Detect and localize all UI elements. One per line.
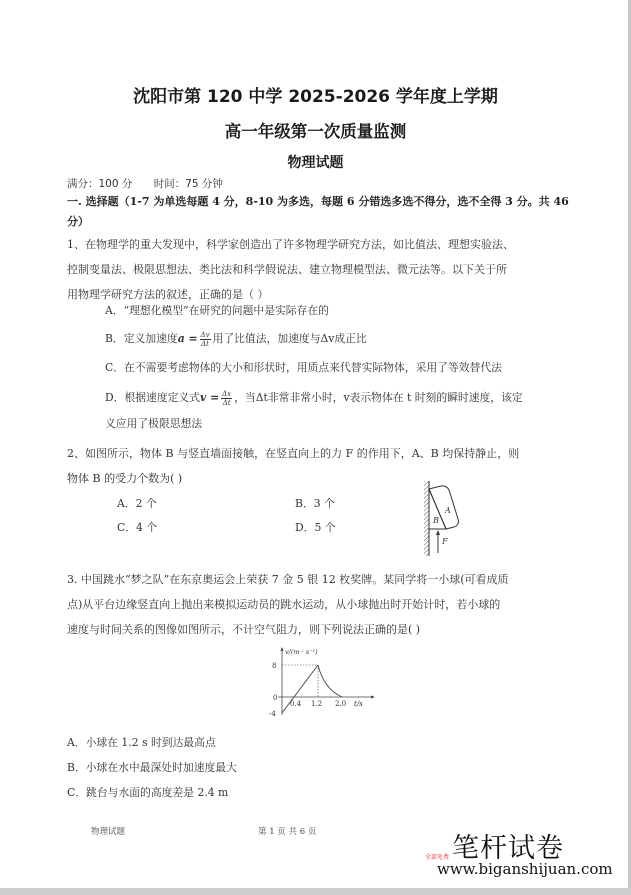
svg-text:A: A	[445, 506, 451, 515]
q1-stem	[67, 232, 582, 307]
q2-stem-line: 物体 B 的受力个数为( )	[67, 472, 183, 485]
velocity-formula: v =	[200, 391, 220, 404]
svg-text:-4: -4	[269, 710, 276, 717]
q1-option-c: C．在不需要考虑物体的大小和形状时，用质点来代替实际物体，采用了等效替代法	[105, 361, 502, 374]
q1-option-b-prefix: B．定义加速度	[105, 332, 178, 345]
q1-option-a: A．“理想化模型”在研究的问题中是实际存在的	[105, 304, 329, 317]
svg-text:0.4: 0.4	[290, 700, 302, 708]
fraction: $\frac{\Delta v}{\Delta t}$	[200, 330, 210, 348]
q1-option-d-prefix: D．根据速度定义式	[105, 391, 201, 404]
section-heading: 一. 选择题（1-7 为单选每题 4 分，8-10 为多选，每题 6 分错选多选不得分，选不全得 3 分。共 46 分）	[67, 195, 569, 228]
svg-text:v/(m · s⁻¹): v/(m · s⁻¹)	[285, 648, 318, 656]
svg-text:1.2: 1.2	[311, 700, 323, 708]
svg-text:B: B	[433, 516, 439, 525]
q1-stem-line: 用物理学研究方法的叙述，正确的是（ ）	[67, 288, 269, 301]
footer-subject: 物理试题	[91, 827, 126, 837]
exam-meta	[67, 176, 241, 191]
q2-option-a: A．2 个	[117, 497, 157, 510]
q2-stem-line: 2、如图所示，物体 B 与竖直墙面接触，在竖直向上的力 F 的作用下，A、B 均保持静止，则	[67, 447, 520, 460]
watermark-url: www.biganshijuan.com	[437, 860, 613, 878]
q1-option-b-suffix: 用了比值法，加速度与Δv成正比	[212, 332, 367, 345]
q1-option-d-suffix: ，当Δt非常非常小时，v表示物体在 t 时刻的瞬时速度，该定	[234, 391, 523, 404]
q1-stem-line: 1、在物理学的重大发现中，科学家创造出了许多物理学研究方法，如比值法、理想实验法、	[67, 238, 514, 251]
acceleration-formula: a =	[177, 332, 198, 345]
q2-stem	[67, 441, 582, 491]
q1-option-d	[105, 385, 575, 437]
exam-title: 高一年级第一次质量监测	[224, 122, 407, 141]
q1-stem-line: 控制变量法、极限思想法、类比法和科学假说法、建立物理模型法、微元法等。以下关于所	[67, 263, 507, 276]
svg-text:2.0: 2.0	[335, 700, 347, 708]
velocity-time-graph	[264, 645, 379, 717]
q3-stem	[67, 567, 582, 642]
full-score: 满分：100 分	[67, 178, 133, 190]
svg-text:t/s: t/s	[354, 700, 363, 708]
wall-diagram-svg	[420, 481, 480, 556]
watermark-brand: 笔杆试卷	[452, 833, 564, 864]
subject-title: 物理试题	[287, 155, 344, 171]
svg-text:0: 0	[273, 694, 278, 702]
q2-option-c: C．4 个	[117, 521, 158, 534]
q3-option-b: B．小球在水中最深处时加速度最大	[67, 761, 237, 774]
q3-stem-line: 3. 中国跳水“梦之队”在东京奥运会上荣获 7 金 5 银 12 枚奖牌。某同学将一小球(可看成质	[67, 573, 509, 586]
q1-option-d-line2: 义应用了极限思想法	[105, 417, 203, 430]
q3-option-a: A．小球在 1.2 s 时到达最高点	[67, 736, 216, 749]
svg-text:8: 8	[272, 662, 277, 670]
q2-option-d: D．5 个	[295, 521, 336, 534]
q3-stem-line: 速度与时间关系的图像如图所示，不计空气阻力，则下列说法正确的是( )	[67, 623, 421, 636]
footer-page-number: 第 1 页 共 6 页	[258, 827, 317, 837]
school-title: 沈阳市第 120 中学 2025-2026 学年度上学期	[133, 87, 498, 107]
exam-time: 时间：75 分钟	[153, 178, 223, 190]
fraction: $\frac{\Delta x}{\Delta t}$	[222, 389, 232, 407]
wall-block-diagram	[420, 481, 480, 556]
svg-text:F: F	[442, 537, 448, 546]
q3-stem-line: 点)从平台边缘竖直向上抛出来模拟运动员的跳水运动，从小球抛出时开始计时，若小球的	[67, 598, 501, 611]
watermark-free-tag: 全部免费	[425, 854, 450, 861]
q2-option-b: B．3 个	[295, 497, 335, 510]
vt-graph-svg	[264, 645, 379, 717]
page-border	[0, 888, 631, 895]
q1-option-b	[105, 326, 575, 352]
q3-option-c: C．跳台与水面的高度差是 2.4 m	[67, 786, 229, 799]
